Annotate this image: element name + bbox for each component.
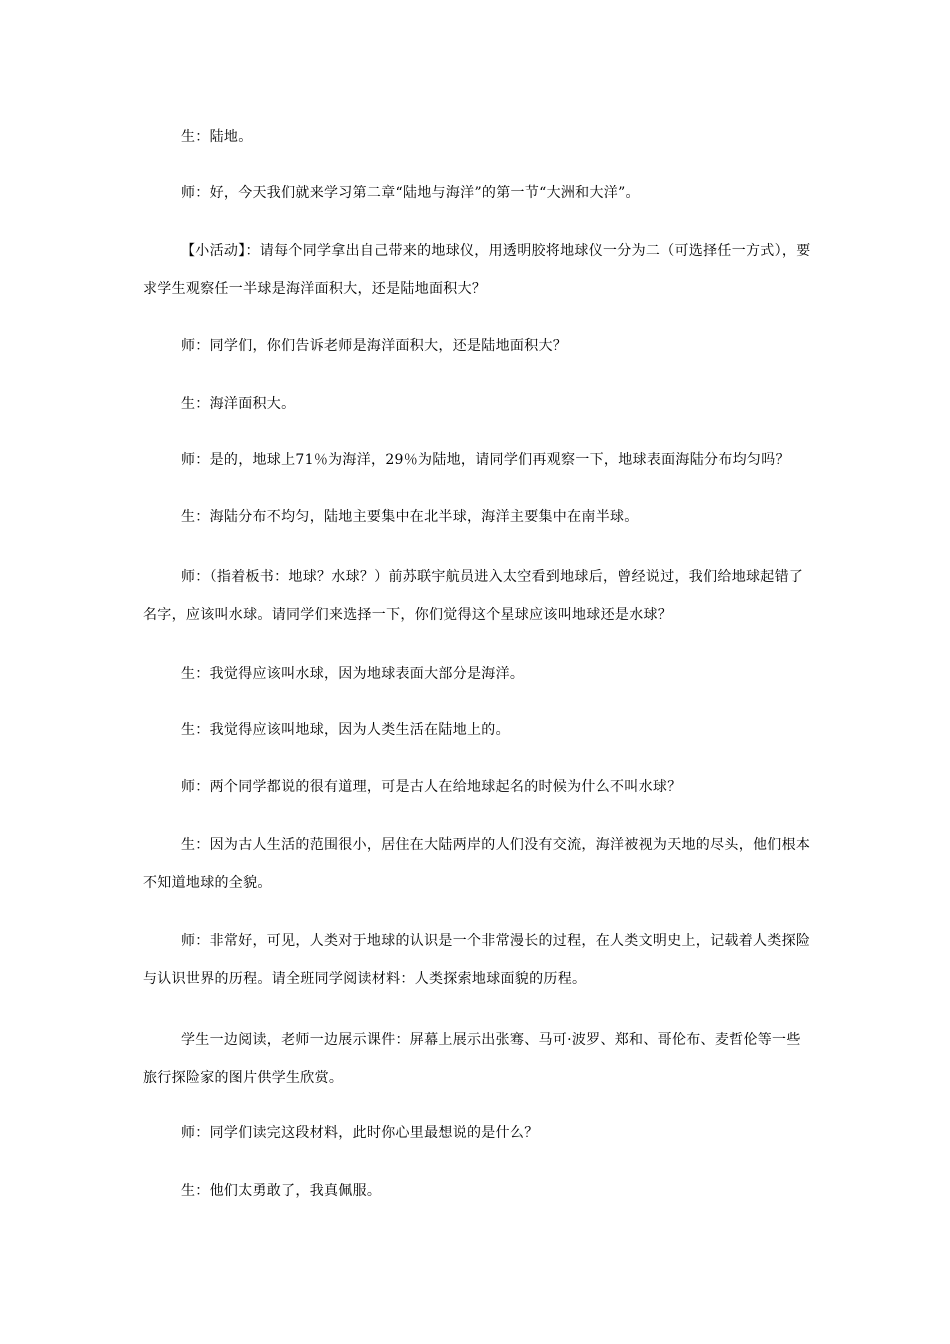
paragraph-6: 师：是的，地球上71％为海洋，29％为陆地，请同学们再观察一下，地球表面海陆分布均匀吗？	[181, 452, 790, 468]
paragraph-1: 生：陆地。	[181, 129, 253, 145]
paragraph-11: 师：两个同学都说的很有道理，可是古人在给地球起名的时候为什么不叫水球？	[181, 779, 682, 795]
paragraph-7: 生：海陆分布不均匀，陆地主要集中在北半球，海洋主要集中在南半球。	[181, 509, 639, 525]
paragraph-5: 生：海洋面积大。	[181, 396, 296, 412]
paragraph-9: 生：我觉得应该叫水球，因为地球表面大部分是海洋。	[181, 666, 525, 682]
paragraph-15: 师：同学们读完这段材料，此时你心里最想说的是什么？	[181, 1125, 539, 1141]
paragraph-16: 生：他们太勇敢了，我真佩服。	[181, 1183, 382, 1199]
paragraph-12: 生：因为古人生活的范围很小，居住在大陆两岸的人们没有交流，海洋被视为天地的尽头，他们根本不知道地球的全貌。	[143, 837, 811, 891]
paragraph-14: 学生一边阅读，老师一边展示课件：屏幕上展示出张骞、马可·波罗、郑和、哥伦布、麦哲伦等一些旅行探险家的图片供学生欣赏。	[143, 1032, 801, 1086]
paragraph-8: 师：（指着板书：地球？水球？）前苏联宇航员进入太空看到地球后，曾经说过，我们给地球起错了名字，应该叫水球。请同学们来选择一下，你们觉得这个星球应该叫地球还是水球？	[143, 569, 804, 623]
paragraph-4: 师：同学们，你们告诉老师是海洋面积大，还是陆地面积大？	[181, 338, 568, 354]
paragraph-2: 师：好，今天我们就来学习第二章“陆地与海洋”的第一节“大洲和大洋”。	[181, 185, 640, 201]
paragraph-13: 师：非常好，可见，人类对于地球的认识是一个非常漫长的过程，在人类文明史上，记载着人类探险与认识世界的历程。请全班同学阅读材料：人类探索地球面貌的历程。	[143, 933, 811, 987]
paragraph-3: 【小活动】：请每个同学拿出自己带来的地球仪，用透明胶将地球仪一分为二（可选择任一方式），要求学生观察任一半球是海洋面积大，还是陆地面积大？	[143, 243, 811, 297]
paragraph-10: 生：我觉得应该叫地球，因为人类生活在陆地上的。	[181, 722, 510, 738]
